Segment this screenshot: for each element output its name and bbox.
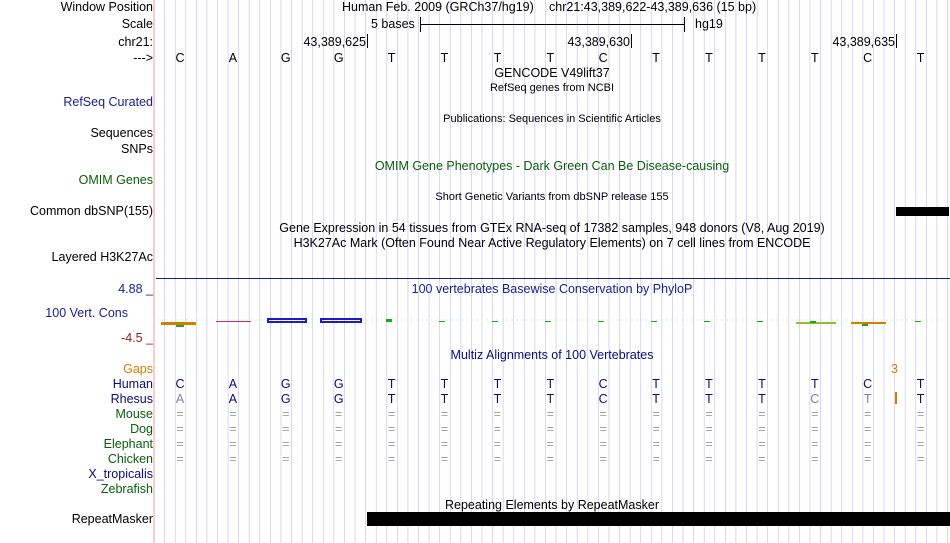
gap-marker[interactable] — [895, 392, 897, 404]
alignment-base: G — [333, 392, 344, 406]
alignment-base: T — [758, 392, 766, 406]
scale-label: Scale — [121, 17, 153, 31]
alignment-base: = — [546, 407, 554, 421]
alignment-base: = — [229, 407, 237, 421]
alignment-base: = — [387, 437, 396, 451]
alignment-base: T — [863, 392, 872, 406]
species-label[interactable]: Chicken — [107, 452, 153, 466]
alignment-base: G — [280, 392, 291, 406]
alignment-base: C — [598, 392, 608, 406]
alignment-base: G — [280, 377, 291, 391]
alignment-base: A — [228, 377, 238, 391]
repeatmasker-feature[interactable] — [367, 512, 950, 526]
alignment-base: T — [546, 377, 555, 391]
publications-track-title: Publications: Sequences in Scientific Articles — [443, 113, 661, 125]
omim-track-title: OMIM Gene Phenotypes - Dark Green Can Be Disease-causing — [374, 159, 730, 173]
alignment-base: = — [440, 437, 449, 451]
ruler-tick — [367, 34, 368, 48]
alignment-base: = — [916, 422, 925, 436]
ruler-tick-label: 43,389,625 — [303, 35, 366, 49]
assembly-title: Human Feb. 2009 (GRCh37/hg19) — [342, 0, 534, 14]
species-label[interactable]: Zebrafish — [100, 482, 153, 496]
base-letter: C — [175, 51, 185, 65]
species-label[interactable]: Rhesus — [110, 392, 153, 406]
species-label[interactable]: Dog — [130, 422, 153, 436]
multiz-track-title: Multiz Alignments of 100 Vertebrates — [450, 348, 654, 362]
base-letter: G — [333, 51, 344, 65]
base-letter: G — [280, 51, 291, 65]
alignment-base: = — [282, 422, 290, 436]
ruler-tick-label: 43,389,630 — [567, 35, 630, 49]
base-letter: T — [705, 51, 713, 65]
alignment-base: = — [387, 407, 396, 421]
alignment-base: G — [333, 377, 344, 391]
alignment-base: T — [758, 377, 766, 391]
alignment-base: T — [705, 392, 713, 406]
ruler-tick — [631, 34, 632, 48]
h3k27ac-track-title: H3K27Ac Mark (Often Found Near Active Regulatory Elements) on 7 cell lines from ENCODE — [293, 236, 811, 250]
alignment-base: = — [176, 422, 184, 436]
alignment-base: = — [652, 452, 660, 466]
base-letter: T — [493, 51, 502, 65]
base-letter: T — [758, 51, 766, 65]
refseq-track-title: RefSeq genes from NCBI — [489, 82, 615, 94]
track-divider — [156, 278, 950, 279]
alignment-base: = — [652, 422, 660, 436]
alignment-base: = — [229, 422, 237, 436]
alignment-base: = — [493, 422, 502, 436]
base-letter: T — [387, 51, 396, 65]
species-label[interactable]: Mouse — [115, 407, 153, 421]
repeatmasker-track-title: Repeating Elements by RepeatMasker — [444, 498, 660, 512]
base-letter: C — [598, 51, 608, 65]
alignment-base: = — [916, 437, 925, 451]
alignment-base: T — [440, 392, 449, 406]
base-letter: T — [440, 51, 449, 65]
alignment-base: T — [546, 392, 555, 406]
base-letter: T — [810, 51, 819, 65]
alignment-base: = — [652, 437, 660, 451]
alignment-base: = — [864, 437, 872, 451]
cons-min-label: -4.5 _ — [121, 331, 153, 345]
alignment-base: = — [546, 452, 554, 466]
alignment-base: T — [493, 377, 502, 391]
common-dbsnp-label[interactable]: Common dbSNP(155) — [30, 204, 153, 218]
base-letter: A — [228, 51, 238, 65]
alignment-base: T — [916, 377, 925, 391]
alignment-base: = — [546, 437, 554, 451]
alignment-base: T — [652, 377, 660, 391]
alignment-base: = — [916, 452, 925, 466]
alignment-base: = — [811, 437, 819, 451]
species-label[interactable]: X_tropicalis — [88, 467, 153, 481]
alignment-base: = — [864, 452, 872, 466]
gap-count[interactable]: 3 — [891, 362, 898, 376]
alignment-base: = — [599, 407, 607, 421]
alignment-base: = — [493, 437, 502, 451]
window-position: chr21:43,389,622-43,389,636 (15 bp) — [549, 0, 757, 14]
scale-bar-text: 5 bases — [371, 17, 415, 31]
alignment-base: T — [810, 377, 819, 391]
alignment-base: = — [599, 437, 607, 451]
alignment-base: = — [811, 422, 819, 436]
alignment-base: = — [335, 437, 343, 451]
base-letter: C — [863, 51, 873, 65]
species-label[interactable]: Human — [112, 377, 153, 391]
alignment-base: = — [282, 452, 290, 466]
alignment-base: = — [758, 437, 766, 451]
alignment-base: = — [229, 437, 237, 451]
alignment-base: = — [811, 407, 819, 421]
gtex-track-title: Gene Expression in 54 tissues from GTEx RNA-seq of 17382 samples, 948 donors (V8, Aug 2019) — [279, 221, 825, 235]
alignment-base: T — [493, 392, 502, 406]
alignment-base: A — [175, 392, 185, 406]
alignment-base: = — [387, 452, 396, 466]
alignment-base: = — [705, 437, 713, 451]
alignment-base: = — [758, 452, 766, 466]
alignment-base: = — [176, 452, 184, 466]
snps-label[interactable]: SNPs — [121, 142, 153, 156]
refseq-curated-label[interactable]: RefSeq Curated — [63, 95, 153, 109]
alignment-base: = — [652, 407, 660, 421]
alignment-base: C — [863, 377, 873, 391]
alignment-base: T — [387, 377, 396, 391]
species-label[interactable]: Elephant — [103, 437, 153, 451]
alignment-base: = — [864, 407, 872, 421]
alignment-base: = — [493, 407, 502, 421]
alignment-base: = — [282, 407, 290, 421]
alignment-base: = — [705, 422, 713, 436]
alignment-base: = — [282, 437, 290, 451]
cons-max-label: 4.88 _ — [118, 282, 153, 296]
alignment-base: = — [705, 452, 713, 466]
alignment-base: T — [916, 392, 925, 406]
alignment-base: = — [176, 437, 184, 451]
alignment-base: = — [811, 452, 819, 466]
conservation-track-title: 100 vertebrates Basewise Conservation by PhyloP — [411, 282, 693, 296]
alignment-base: T — [652, 392, 660, 406]
gaps-label[interactable]: Gaps — [123, 362, 153, 376]
alignment-base: = — [758, 422, 766, 436]
alignment-base: = — [440, 407, 449, 421]
base-letter: T — [546, 51, 555, 65]
alignment-base: T — [440, 377, 449, 391]
window-position-label: Window Position — [60, 0, 153, 14]
scale-db: hg19 — [695, 17, 723, 31]
alignment-base: = — [705, 407, 713, 421]
alignment-base: C — [810, 392, 820, 406]
alignment-base: = — [599, 452, 607, 466]
alignment-base: C — [598, 377, 608, 391]
omim-genes-label[interactable]: OMIM Genes — [78, 173, 153, 187]
strand-toggle[interactable]: ---> — [133, 51, 153, 65]
sequences-label[interactable]: Sequences — [90, 126, 153, 140]
alignment-base: = — [229, 452, 237, 466]
alignment-base: = — [335, 407, 343, 421]
dbsnp-track-title: Short Genetic Variants from dbSNP release 155 — [435, 191, 669, 203]
alignment-base: A — [228, 392, 238, 406]
base-letter: T — [652, 51, 660, 65]
alignment-base: = — [916, 407, 925, 421]
chrom-label: chr21: — [118, 35, 153, 49]
alignment-base: = — [758, 407, 766, 421]
vert-cons-label[interactable]: 100 Vert. Cons — [45, 306, 128, 320]
alignment-base: = — [493, 452, 502, 466]
alignment-base: = — [335, 452, 343, 466]
alignment-base: = — [864, 422, 872, 436]
base-letter: T — [916, 51, 925, 65]
ruler-tick-label: 43,389,635 — [832, 35, 895, 49]
alignment-base: = — [387, 422, 396, 436]
conservation-wiggle[interactable] — [156, 312, 950, 332]
ruler-tick — [896, 34, 897, 48]
dbsnp-feature[interactable] — [896, 207, 949, 216]
alignment-base: T — [705, 377, 713, 391]
alignment-base: C — [175, 377, 185, 391]
gencode-track-title: GENCODE V49lift37 — [494, 66, 610, 80]
layered-h3k27ac-label[interactable]: Layered H3K27Ac — [51, 250, 153, 264]
alignment-base: = — [440, 422, 449, 436]
alignment-base: T — [387, 392, 396, 406]
alignment-base: = — [335, 422, 343, 436]
alignment-base: = — [176, 407, 184, 421]
alignment-base: = — [546, 422, 554, 436]
alignment-base: = — [599, 422, 607, 436]
repeatmasker-label[interactable]: RepeatMasker — [71, 512, 153, 526]
alignment-base: = — [440, 452, 449, 466]
